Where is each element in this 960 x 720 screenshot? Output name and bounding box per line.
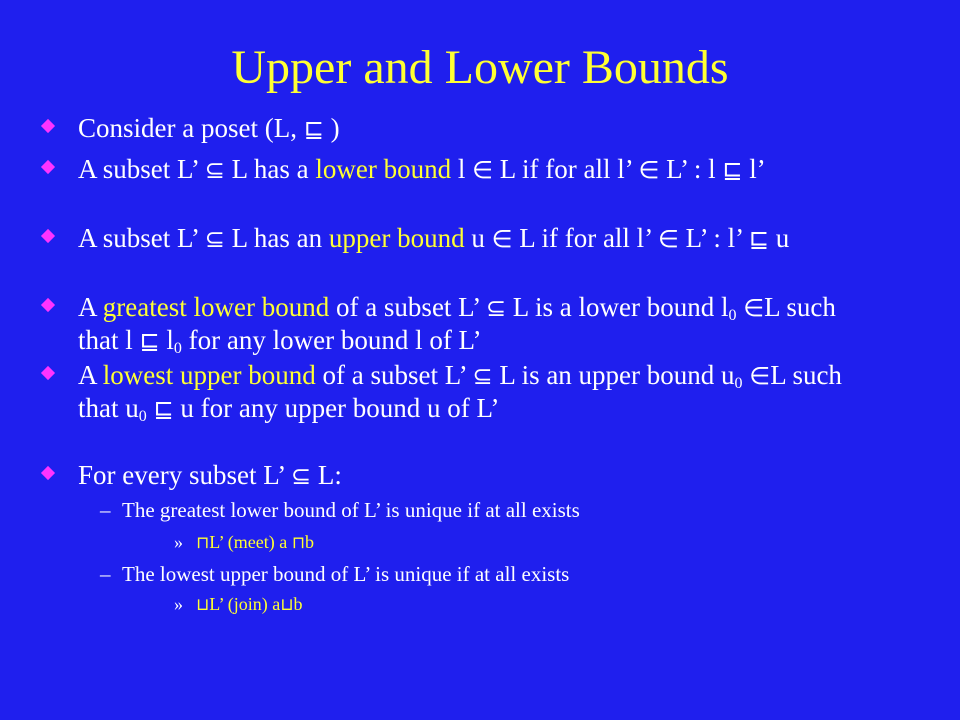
element-of-symbol: ∈ (491, 225, 513, 253)
sub-item-join: » ⊔L’ (join) a⊔b (174, 594, 303, 615)
bullet-consider-poset: Consider a poset (L, ⊑ ) (78, 112, 868, 145)
subseteq-symbol: ⊆ (472, 362, 493, 390)
bullet-upper-bound-def: A subset L’ ⊆ L has an upper bound u ∈ L if for all l’ ∈ L’ : l’ ⊑ u (78, 222, 868, 255)
term-lowest-upper-bound: lowest upper bound (102, 360, 316, 390)
join-symbol: ⊔ (196, 595, 210, 615)
bullet-diamond-icon (41, 466, 55, 480)
subseteq-symbol: ⊆ (485, 294, 507, 322)
sub-item-meet: » ⊓L’ (meet) a ⊓b (174, 532, 314, 553)
bullet-diamond-icon (41, 160, 55, 174)
term-upper-bound: upper bound (328, 223, 465, 253)
raquo-marker: » (174, 532, 183, 552)
bullet-lower-bound-def: A subset L’ ⊆ L has a lower bound l ∈ L if for all l’ ∈ L’ : l ⊑ l’ (78, 153, 868, 186)
bullet-lub-def: A lowest upper bound of a subset L’ ⊆ L is an upper bound $u_0$ ∈L such that $u_0$ ⊑ u for any upper bound u of L’ (78, 359, 868, 425)
element-of-symbol: ∈ (749, 362, 771, 390)
element-of-symbol: ∈ (472, 156, 493, 184)
sqsubseteq-symbol: ⊑ (153, 395, 174, 423)
bullet-glb-def: A greatest lower bound of a subset L’ ⊆ L is a lower bound $l_0$ ∈L such that l ⊑ $l_0$ for any lower bound l of L’ (78, 291, 868, 357)
sqsubseteq-symbol: ⊑ (303, 115, 324, 143)
bullet-diamond-icon (41, 298, 55, 312)
sqsubseteq-symbol: ⊑ (722, 156, 743, 184)
meet-symbol: ⊓ (196, 533, 210, 553)
dash-marker: – (100, 562, 111, 586)
bullet-diamond-icon (41, 366, 55, 380)
subseteq-symbol: ⊆ (290, 462, 312, 490)
term-lower-bound: lower bound (315, 154, 452, 184)
element-of-symbol: ∈ (743, 294, 765, 322)
subseteq-symbol: ⊆ (204, 225, 225, 253)
bullet-every-subset: For every subset L’ ⊆ L: (78, 459, 868, 492)
bullet-diamond-icon (41, 119, 55, 133)
term-greatest-lower-bound: greatest lower bound (102, 292, 330, 322)
meet-symbol: ⊓ (291, 533, 305, 553)
element-of-symbol: ∈ (657, 225, 679, 253)
raquo-marker: » (174, 594, 183, 614)
subseteq-symbol: ⊆ (204, 156, 225, 184)
sqsubseteq-symbol: ⊑ (748, 225, 769, 253)
join-symbol: ⊔ (280, 595, 294, 615)
bullet-diamond-icon (41, 229, 55, 243)
element-of-symbol: ∈ (638, 156, 660, 184)
sqsubseteq-symbol: ⊑ (139, 327, 160, 355)
sub-item-lub-unique: – The lowest upper bound of L’ is unique if at all exists (100, 562, 570, 586)
sub-item-glb-unique: – The greatest lower bound of L’ is unique if at all exists (100, 498, 580, 522)
dash-marker: – (100, 498, 111, 522)
slide-title: Upper and Lower Bounds (231, 41, 729, 94)
